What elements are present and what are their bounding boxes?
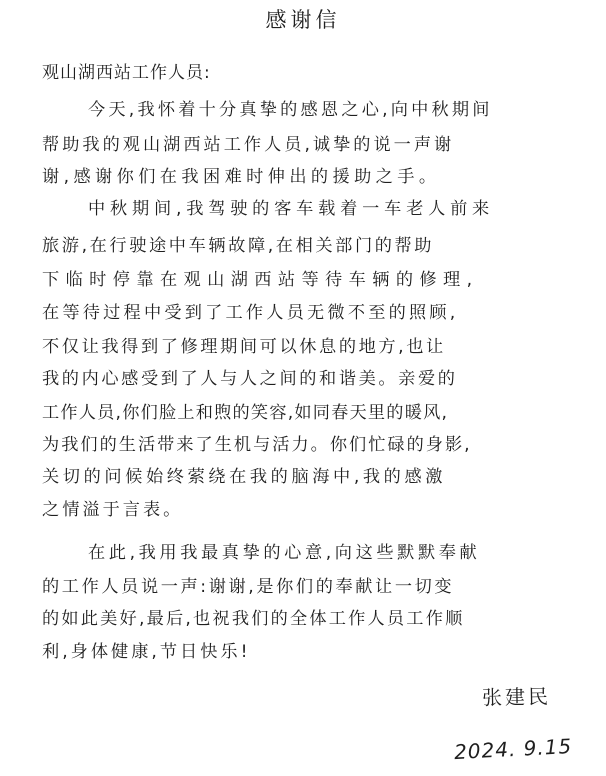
letter-line: 在等待过程中受到了工作人员无微不至的照顾, [42,303,459,323]
letter-line: 旅游,在行驶途中车辆故障,在相关部门的帮助 [42,236,435,256]
letter-line: 的如此美好,最后,也祝我们的全体工作人员工作顺 [42,609,465,629]
letter-line: 今天,我怀着十分真挚的感恩之心,向中秋期间 [88,100,493,120]
letter-salutation: 观山湖西站工作人员: [42,63,211,83]
letter-line: 为我们的生活带来了生机与活力。你们忙碌的身影, [42,435,472,455]
letter-line: 不仅让我得到了修理期间可以休息的地方,也让 [42,337,446,357]
letter-line: 帮助我的观山湖西站工作人员,诚挚的说一声谢 [42,135,455,155]
letter-title: 感谢信 [265,8,341,32]
letter-line: 利,身体健康,节日快乐! [42,642,251,662]
letter-line: 在此,我用我最真挚的心意,向这些默默奉献 [88,543,481,563]
letter-line: 我的内心感受到了人与人之间的和谐美。亲爱的 [42,369,458,389]
letter-line: 谢,感谢你们在我困难时伸出的援助之手。 [42,167,441,187]
letter-line: 中秋期间,我驾驶的客车载着一车老人前来 [88,199,495,219]
letter-date: 2024. 9.15 [453,733,573,765]
letter-line: 工作人员,你们脸上和煦的笑容,如同春天里的暖风, [42,403,449,423]
letter-line: 下临时停靠在观山湖西站等待车辆的修理, [42,270,479,290]
letter-line: 之情溢于言表。 [42,500,184,520]
signature: 张建民 [481,684,552,710]
letter-line: 的工作人员说一声:谢谢,是你们的奉献让一切变 [42,577,455,597]
letter-line: 关切的问候始终萦绕在我的脑海中,我的感激 [42,467,447,487]
